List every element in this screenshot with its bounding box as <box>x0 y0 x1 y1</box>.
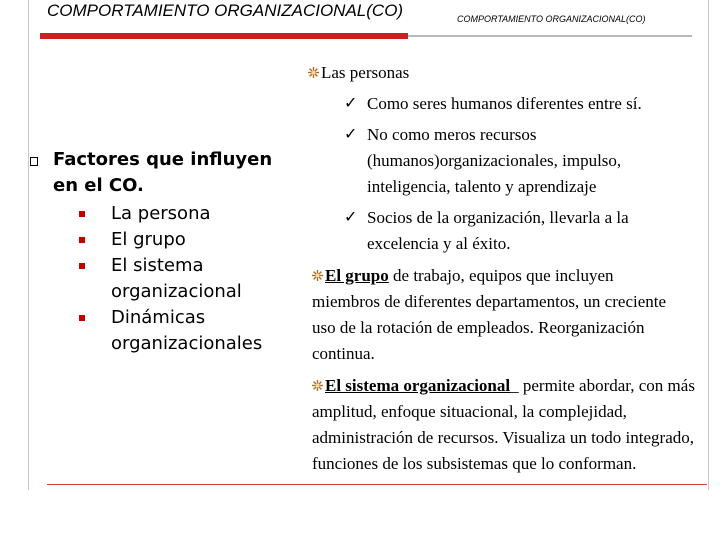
slide-subtitle-small: COMPORTAMIENTO ORGANIZACIONAL(CO) <box>457 14 646 24</box>
factor-label: Dinámicas organizacionales <box>111 307 263 354</box>
header-red-bar <box>40 33 408 39</box>
sistema-paragraph <box>312 373 697 477</box>
factor-label: La persona <box>111 203 211 224</box>
red-square-bullet-icon <box>79 263 85 269</box>
sistema-text: _ permite abordar, con más amplitud, enfoque situacional, la complejidad, administración de recursos. Visualiza un todo integrado, funciones de los subsistemas que lo conforman. <box>312 376 695 473</box>
grupo-term: El grupo <box>325 266 389 285</box>
check-mark-icon: ✓ <box>344 95 358 112</box>
personas-heading-row <box>308 60 409 86</box>
list-item <box>53 227 300 253</box>
grupo-text: de trabajo, equipos que incluyen miembros de diferentes departamentos, un creciente uso de la rotación de empleados. Reorganización continua. <box>312 266 667 363</box>
personas-point <box>344 91 704 117</box>
grupo-paragraph <box>312 263 672 367</box>
personas-point <box>344 122 684 200</box>
list-item <box>53 253 300 305</box>
burst-bullet-icon <box>312 380 323 391</box>
red-square-bullet-icon <box>79 315 85 321</box>
personas-point-text: No como meros recursos (humanos)organizacionales, impulso, inteligencia, talento y aprendizaje <box>367 125 622 196</box>
sistema-term: El sistema organizacional <box>325 376 511 395</box>
list-item <box>53 305 300 357</box>
check-mark-icon: ✓ <box>344 209 358 226</box>
factors-sublist <box>53 201 300 357</box>
right-margin-rule <box>708 0 709 490</box>
personas-point-text: Socios de la organización, llevarla a la excelencia y al éxito. <box>367 208 629 253</box>
factor-label: El grupo <box>111 229 186 250</box>
slide-title: COMPORTAMIENTO ORGANIZACIONAL(CO) <box>47 1 404 20</box>
footer-red-rule <box>47 484 707 485</box>
personas-point-text: Como seres humanos diferentes entre sí. <box>367 94 642 113</box>
factors-heading-item <box>30 147 300 357</box>
burst-bullet-icon <box>312 270 323 281</box>
factors-heading: Factores que influyen en el CO. <box>53 149 273 196</box>
left-margin-rule <box>28 0 29 490</box>
factor-label: El sistema organizacional <box>111 255 242 302</box>
factors-list <box>30 147 300 357</box>
burst-bullet-icon <box>308 67 319 78</box>
personas-heading: Las personas <box>321 63 410 82</box>
red-square-bullet-icon <box>79 237 85 243</box>
header-gray-rule <box>408 35 692 37</box>
hollow-square-bullet-icon <box>30 157 38 166</box>
red-square-bullet-icon <box>79 211 85 217</box>
list-item <box>53 201 300 227</box>
personas-point <box>344 205 684 257</box>
check-mark-icon: ✓ <box>344 126 358 143</box>
